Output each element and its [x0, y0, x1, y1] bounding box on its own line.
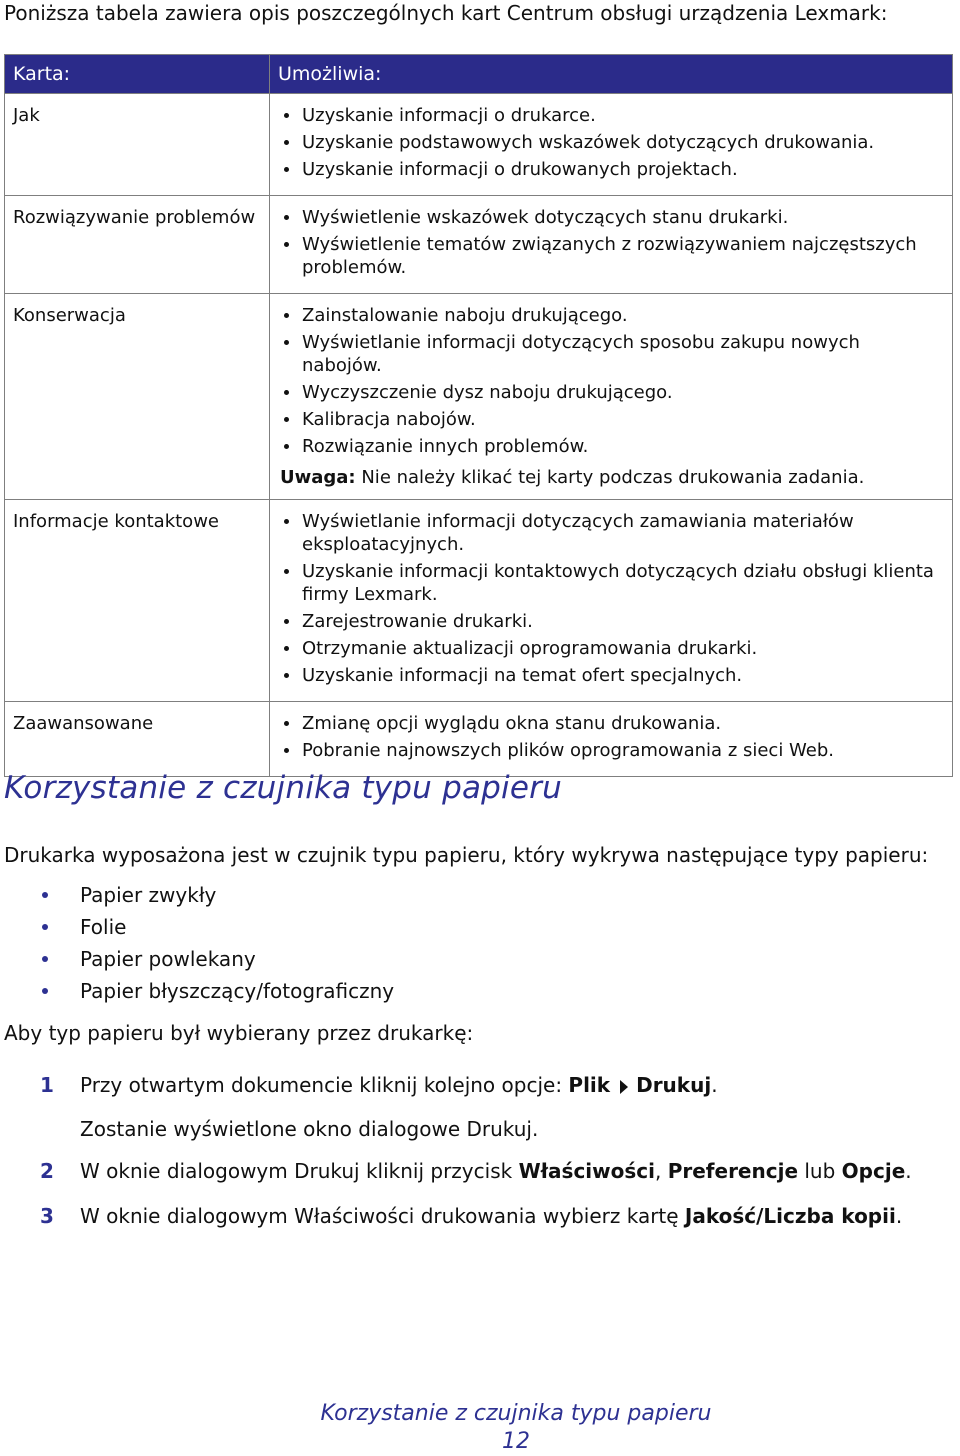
- list-item: Uzyskanie podstawowych wskazówek dotyczących drukowania.: [280, 131, 944, 154]
- list-item: Uzyskanie informacji kontaktowych dotyczących działu obsługi klienta firmy Lexmark.: [280, 560, 944, 606]
- list-item: Wyświetlenie tematów związanych z rozwiązywaniem najczęstszych problemów.: [280, 233, 944, 279]
- step-number: 2: [40, 1159, 54, 1183]
- list-item: Wyświetlanie informacji dotyczących sposobu zakupu nowych nabojów.: [280, 331, 944, 377]
- steps-intro-text: Aby typ papieru był wybierany przez drukarkę:: [4, 1021, 474, 1045]
- step-text-part: W oknie dialogowym Właściwości drukowania wybierz kartę: [80, 1204, 685, 1228]
- card-name: Jak: [5, 94, 270, 196]
- card-description: [270, 94, 953, 196]
- section-heading: Korzystanie z czujnika typu papieru: [4, 770, 562, 806]
- note: [280, 466, 944, 489]
- list-item: Wyczyszczenie dysz naboju drukującego.: [280, 381, 944, 404]
- cards-table: [4, 54, 953, 777]
- card-name: Rozwiązywanie problemów: [5, 196, 270, 294]
- list-item: Uzyskanie informacji o drukarce.: [280, 104, 944, 127]
- table-row: [5, 702, 953, 777]
- card-description: [270, 196, 953, 294]
- button-opcje: Opcje: [841, 1159, 906, 1183]
- page-footer: [0, 1400, 960, 1456]
- list-item: Papier błyszczący/fotograficzny: [4, 978, 394, 1010]
- list-item: Pobranie najnowszych plików oprogramowania z sieci Web.: [280, 739, 944, 762]
- step-text: [80, 1203, 902, 1229]
- menu-arrow-icon: [620, 1080, 628, 1094]
- list-item: Wyświetlenie wskazówek dotyczących stanu drukarki.: [280, 206, 944, 229]
- table-row: [5, 94, 953, 196]
- step-number: 3: [40, 1204, 54, 1228]
- card-name: Konserwacja: [5, 294, 270, 500]
- list-item: Folie: [4, 914, 394, 946]
- card-description: [270, 500, 953, 702]
- button-wlasciwosci: Właściwości: [518, 1159, 655, 1183]
- feature-list: [280, 104, 944, 181]
- step-text-part: W oknie dialogowym Drukuj kliknij przycisk: [80, 1159, 519, 1183]
- list-item: Papier zwykły: [4, 882, 394, 914]
- tab-jakosc-liczba-kopii: Jakość/Liczba kopii: [684, 1204, 896, 1228]
- card-name: Zaawansowane: [5, 702, 270, 777]
- list-item: Uzyskanie informacji na temat ofert specjalnych.: [280, 664, 944, 687]
- column-header-enables: Umożliwia:: [270, 55, 953, 94]
- paper-type-list: [4, 882, 394, 1010]
- table-row: [5, 500, 953, 702]
- step-text-part: Przy otwartym dokumencie kliknij kolejno opcje:: [80, 1073, 569, 1097]
- list-item: Papier powlekany: [4, 946, 394, 978]
- list-item: Uzyskanie informacji o drukowanych projektach.: [280, 158, 944, 181]
- list-item: Kalibracja nabojów.: [280, 408, 944, 431]
- table-row: [5, 196, 953, 294]
- feature-list: [280, 304, 944, 458]
- list-item: Zainstalowanie naboju drukującego.: [280, 304, 944, 327]
- step-text: [80, 1072, 718, 1098]
- card-description: [270, 702, 953, 777]
- feature-list: [280, 206, 944, 279]
- card-description: [270, 294, 953, 500]
- button-preferencje: Preferencje: [667, 1159, 799, 1183]
- list-item: Rozwiązanie innych problemów.: [280, 435, 944, 458]
- step-text-part: .: [895, 1204, 903, 1228]
- table-header-row: [5, 55, 953, 94]
- step-text-part: .: [905, 1159, 912, 1183]
- sensor-intro-text: Drukarka wyposażona jest w czujnik typu papieru, który wykrywa następujące typy papieru:: [4, 843, 929, 867]
- list-item: Otrzymanie aktualizacji oprogramowania drukarki.: [280, 637, 944, 660]
- step-text-part: lub: [798, 1159, 842, 1183]
- card-name: Informacje kontaktowe: [5, 500, 270, 702]
- step-1-result: Zostanie wyświetlone okno dialogowe Drukuj.: [80, 1117, 539, 1141]
- step-number: 1: [40, 1073, 54, 1097]
- list-item: Zarejestrowanie drukarki.: [280, 610, 944, 633]
- column-header-card: Karta:: [5, 55, 270, 94]
- step-text-part: .: [711, 1073, 718, 1097]
- list-item: Wyświetlanie informacji dotyczących zamawiania materiałów eksploatacyjnych.: [280, 510, 944, 556]
- footer-title: Korzystanie z czujnika typu papieru: [320, 1401, 712, 1426]
- menu-plik: Plik: [568, 1073, 611, 1097]
- step-text-part: ,: [655, 1159, 668, 1183]
- list-item: Zmianę opcji wyglądu okna stanu drukowania.: [280, 712, 944, 735]
- intro-text: Poniższa tabela zawiera opis poszczególnych kart Centrum obsługi urządzenia Lexmark:: [4, 1, 888, 25]
- feature-list: [280, 712, 944, 762]
- note-text: Nie należy klikać tej karty podczas drukowania zadania.: [355, 467, 865, 488]
- menu-drukuj: Drukuj: [636, 1073, 712, 1097]
- step-text: [80, 1158, 912, 1184]
- page-number: 12: [502, 1429, 530, 1454]
- feature-list: [280, 510, 944, 687]
- table-row: [5, 294, 953, 500]
- note-label: Uwaga:: [280, 467, 356, 488]
